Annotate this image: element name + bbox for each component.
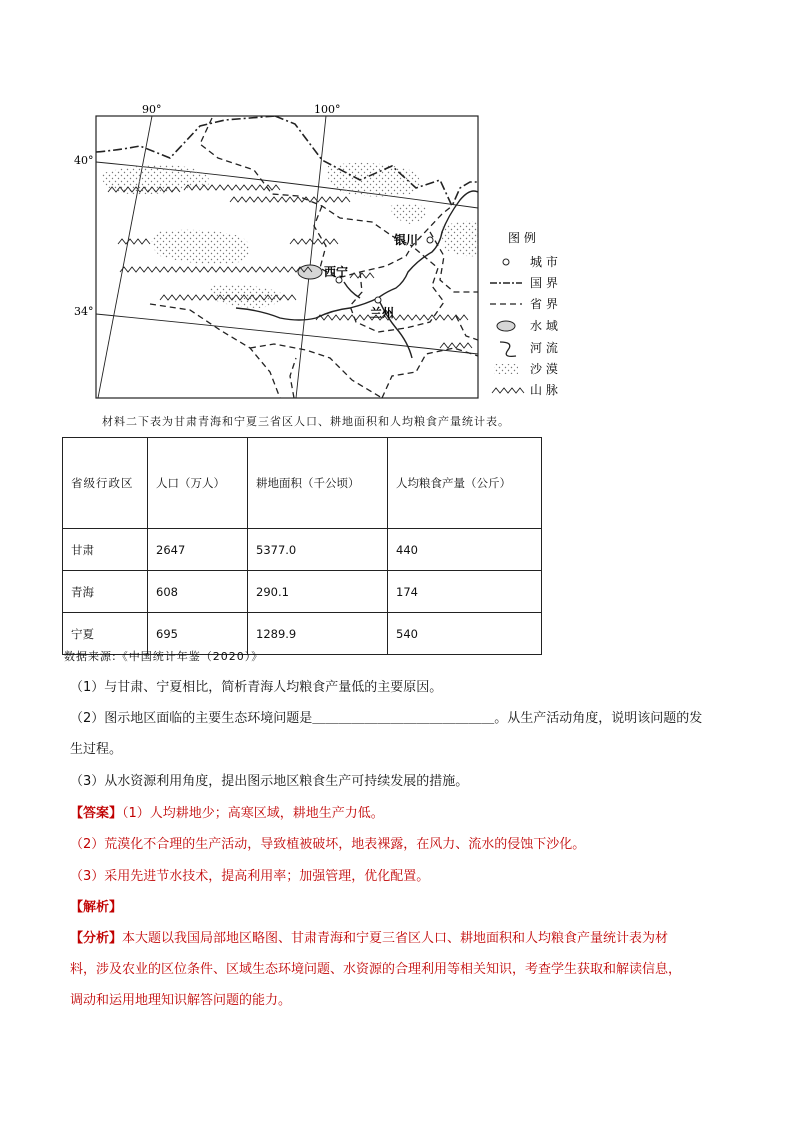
- legend-city-icon: [503, 259, 509, 265]
- legend-mountain-label: 山 脉: [530, 383, 558, 397]
- analysis-line-3: 调动和运用地理知识解答问题的能力。: [70, 993, 292, 1008]
- cell-population: 608: [148, 571, 248, 613]
- lat-label-34: 34°: [74, 305, 94, 318]
- regional-map: [60, 96, 590, 408]
- answer-label: 【答案】: [70, 806, 123, 821]
- legend-river-icon: [500, 342, 516, 356]
- header-population: 人口（万人）: [148, 438, 248, 529]
- legend-mountain-icon: [492, 388, 524, 393]
- lat-label-40: 40°: [74, 154, 94, 167]
- legend-city-label: 城 市: [530, 255, 558, 269]
- question-2-continued: 生过程。: [70, 742, 123, 757]
- answer-text-1: （1）人均耕地少；高寒区域，耕地生产力低。: [122, 806, 384, 821]
- header-farmland: 耕地面积（千公顷）: [248, 438, 388, 529]
- city-xining-label: 西宁: [324, 265, 349, 279]
- lon-label-90: 90°: [142, 103, 162, 116]
- cell-region: 宁夏: [63, 613, 148, 655]
- analysis-line-2: 料，涉及农业的区位条件、区域生态环境问题、水资源的合理利用等相关知识，考查学生获取和解读信息，: [70, 962, 682, 977]
- table-row: [63, 571, 542, 613]
- lon-label-100: 100°: [314, 103, 341, 116]
- cell-farmland: 1289.9: [248, 613, 388, 655]
- qinghai-lake: [298, 265, 322, 279]
- analysis-label: 【解析】: [70, 900, 123, 915]
- question-1: （1）与甘肃、宁夏相比，简析青海人均粮食产量低的主要原因。: [70, 680, 443, 695]
- table-header-row: [63, 438, 542, 529]
- map-legend: [490, 230, 558, 397]
- legend-desert-label: 沙 漠: [530, 362, 558, 376]
- cell-population: 2647: [148, 529, 248, 571]
- legend-desert-icon: [494, 364, 518, 374]
- cell-grain: 540: [388, 613, 542, 655]
- analysis-text-1: 本大题以我国局部地区略图、甘肃青海和宁夏三省区人口、耕地面积和人均粮食产量统计表为材: [122, 931, 669, 946]
- data-source: 数据来源:《中国统计年鉴（2020）》: [64, 650, 264, 663]
- cell-region: 青海: [63, 571, 148, 613]
- legend-title: 图 例: [508, 231, 536, 245]
- legend-river-label: 河 流: [530, 341, 558, 355]
- city-yinchuan-marker: [427, 237, 433, 243]
- header-region: 省级行政区: [63, 438, 148, 529]
- answer-line-3: （3）采用先进节水技术，提高利用率；加强管理，优化配置。: [70, 869, 430, 884]
- answer-line-2: （2）荒漠化不合理的生产活动，导致植被破坏，地表裸露，在风力、流水的侵蚀下沙化。: [70, 837, 586, 852]
- statistics-table: [62, 437, 542, 655]
- cell-farmland: 290.1: [248, 571, 388, 613]
- city-lanzhou-marker: [375, 297, 381, 303]
- analysis-sub-label: 【分析】: [70, 931, 123, 946]
- answer-line-1: [70, 805, 384, 823]
- cell-grain: 440: [388, 529, 542, 571]
- cell-population: 695: [148, 613, 248, 655]
- legend-provincial-border-label: 省 界: [530, 297, 558, 311]
- table-row: [63, 529, 542, 571]
- table-caption: 材料二下表为甘肃青海和宁夏三省区人口、耕地面积和人均粮食产量统计表。: [102, 415, 510, 428]
- legend-water-icon: [497, 321, 515, 331]
- legend-water-label: 水 域: [530, 319, 558, 333]
- city-yinchuan-label: 银川: [394, 233, 419, 247]
- header-grain: 人均粮食产量（公斤）: [388, 438, 542, 529]
- cell-grain: 174: [388, 571, 542, 613]
- city-lanzhou-label: 兰州: [370, 306, 395, 320]
- analysis-line-1: [70, 930, 668, 948]
- cell-farmland: 5377.0: [248, 529, 388, 571]
- legend-national-border-label: 国 界: [530, 276, 558, 290]
- question-2: （2）图示地区面临的主要生态环境问题是＿＿＿＿＿＿＿＿＿＿＿＿＿＿。从生产活动角度，说明该问题的发: [70, 711, 703, 726]
- cell-region: 甘肃: [63, 529, 148, 571]
- question-3: （3）从水资源利用角度，提出图示地区粮食生产可持续发展的措施。: [70, 774, 469, 789]
- map-frame: [96, 116, 478, 398]
